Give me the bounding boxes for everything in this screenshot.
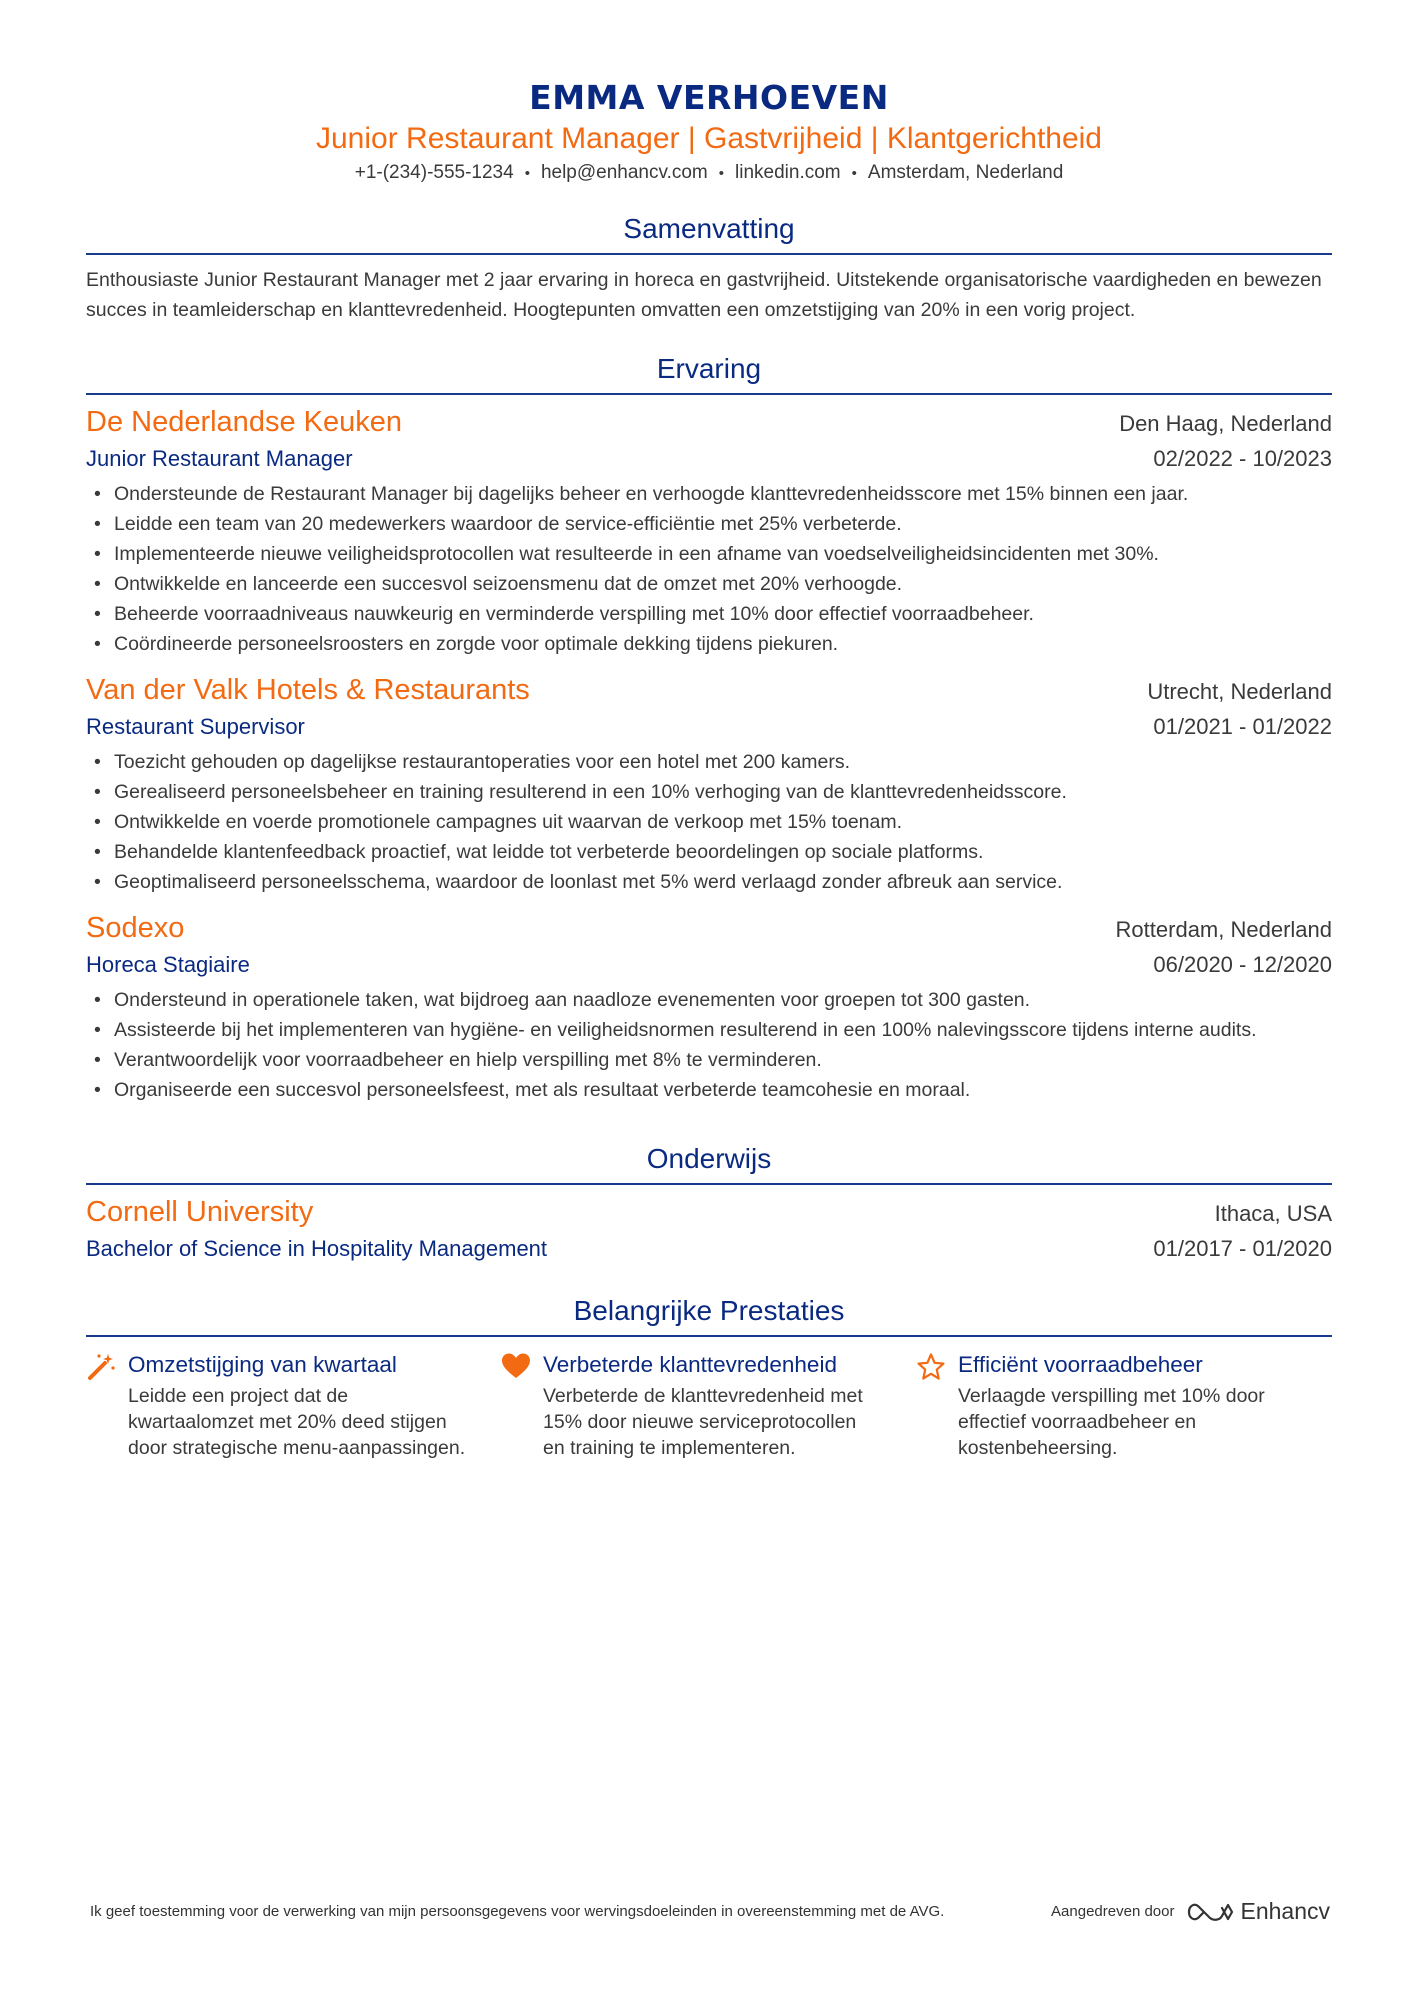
bullet-dot: •	[94, 603, 101, 625]
bullet-text: Geoptimaliseerd personeelsschema, waardoor de loonlast met 5% werd verlaagd zonder afbreuk aan service.	[114, 871, 1063, 893]
education-header-row	[86, 1193, 1332, 1233]
achievement-body	[958, 1349, 1298, 1461]
bullet-text: Verantwoordelijk voor voorraadbeheer en hielp verspilling met 8% te verminderen.	[114, 1049, 822, 1071]
job-header-row	[86, 671, 1332, 711]
bullet-dot: •	[94, 1019, 101, 1041]
candidate-title: Junior Restaurant Manager | Gastvrijheid | Klantgerichtheid	[316, 122, 1102, 155]
bullet-dot: •	[94, 543, 101, 565]
bullet-dot: •	[94, 751, 101, 773]
achievement-item	[86, 1349, 501, 1461]
separator-dot: •	[851, 165, 857, 182]
section-title-summary: Samenvatting	[86, 211, 1332, 255]
job-bullet	[86, 1075, 1332, 1105]
enhancv-brand: Enhancv	[1240, 1898, 1330, 1924]
job-bullet	[86, 747, 1332, 777]
job-bullet	[86, 599, 1332, 629]
heart-icon	[501, 1349, 543, 1461]
bullet-dot: •	[94, 1079, 101, 1101]
education-section	[86, 1141, 1332, 1265]
achievement-item	[916, 1349, 1331, 1461]
job-location: Rotterdam, Nederland	[1115, 917, 1332, 942]
education-degree: Bachelor of Science in Hospitality Management	[86, 1236, 548, 1261]
bullet-dot: •	[94, 871, 101, 893]
education-location: Ithaca, USA	[1214, 1201, 1332, 1226]
contact-linkedin: linkedin.com	[735, 162, 841, 183]
job-bullet	[86, 1015, 1332, 1045]
job-dates: 01/2021 - 01/2022	[1153, 714, 1332, 739]
education-dates: 01/2017 - 01/2020	[1153, 1236, 1332, 1261]
achievement-body	[543, 1349, 883, 1461]
magic-wand-icon	[86, 1349, 128, 1461]
job-bullet	[86, 569, 1332, 599]
job-role: Horeca Stagiaire	[86, 952, 250, 977]
job-bullets	[86, 479, 1332, 659]
enhancv-logo-icon	[1186, 1900, 1234, 1924]
bullet-dot: •	[94, 573, 101, 595]
bullet-text: Implementeerde nieuwe veiligheidsprotocollen wat resulteerde in een afname van voedselveiligheidsincidenten met 30%.	[114, 543, 1159, 565]
job-dates: 02/2022 - 10/2023	[1153, 446, 1332, 471]
job-header-row	[86, 909, 1332, 949]
bullet-text: Ontwikkelde en voerde promotionele campagnes uit waarvan de verkoop met 15% toenam.	[114, 811, 903, 833]
education-school: Cornell University	[86, 1196, 314, 1228]
summary-section	[86, 211, 1332, 325]
bullet-dot: •	[94, 811, 101, 833]
job-company: Van der Valk Hotels & Restaurants	[86, 674, 530, 706]
job-bullet	[86, 867, 1332, 897]
contact-location: Amsterdam, Nederland	[867, 162, 1064, 183]
job-bullet	[86, 629, 1332, 659]
achievement-description: Verlaagde verspilling met 10% door effectief voorraadbeheer en kostenbeheersing.	[958, 1385, 1265, 1459]
bullet-text: Ondersteunde de Restaurant Manager bij dagelijks beheer en verhoogde klanttevredenheidsscore met 15% binnen een jaar.	[114, 483, 1189, 505]
bullet-text: Beheerde voorraadniveaus nauwkeurig en verminderde verspilling met 10% door effectief voorraadbeheer.	[114, 603, 1034, 625]
section-title-experience: Ervaring	[86, 351, 1332, 395]
bullet-dot: •	[94, 483, 101, 505]
job-bullet	[86, 479, 1332, 509]
job-entry	[86, 403, 1332, 659]
job-bullets	[86, 985, 1332, 1105]
bullet-text: Organiseerde een succesvol personeelsfeest, met als resultaat verbeterde teamcohesie en moraal.	[114, 1079, 971, 1101]
job-company: De Nederlandse Keuken	[86, 406, 402, 438]
section-title-education: Onderwijs	[86, 1141, 1332, 1185]
education-entry	[86, 1193, 1332, 1265]
achievements-grid	[86, 1349, 1332, 1461]
job-role: Junior Restaurant Manager	[86, 446, 353, 471]
bullet-text: Ontwikkelde en lanceerde een succesvol seizoensmenu dat de omzet met 20% verhoogde.	[114, 573, 903, 595]
job-entry	[86, 909, 1332, 1105]
bullet-dot: •	[94, 1049, 101, 1071]
achievement-title: Efficiënt voorraadbeheer	[958, 1352, 1203, 1377]
job-bullet	[86, 1045, 1332, 1075]
achievement-body	[128, 1349, 468, 1461]
job-company: Sodexo	[86, 912, 185, 944]
job-bullet	[86, 777, 1332, 807]
job-bullet	[86, 807, 1332, 837]
bullet-dot: •	[94, 781, 101, 803]
resume-page	[86, 0, 1332, 1461]
contact-line	[86, 160, 1332, 187]
bullet-text: Leidde een team van 20 medewerkers waardoor de service-efficiëntie met 25% verbeterde.	[114, 513, 902, 535]
bullet-text: Toezicht gehouden op dagelijkse restaurantoperaties voor een hotel met 200 kamers.	[114, 751, 851, 773]
bullet-text: Coördineerde personeelsroosters en zorgde voor optimale dekking tijdens piekuren.	[114, 633, 839, 655]
page-footer	[90, 1898, 1330, 1925]
bullet-dot: •	[94, 633, 101, 655]
bullet-text: Behandelde klantenfeedback proactief, wat leidde tot verbeterde beoordelingen op sociale platforms.	[114, 841, 984, 863]
achievement-description: Leidde een project dat de kwartaalomzet met 20% deed stijgen door strategische menu-aanpassingen.	[128, 1385, 466, 1459]
achievement-title: Omzetstijging van kwartaal	[128, 1352, 397, 1377]
star-icon	[916, 1349, 958, 1461]
bullet-text: Gerealiseerd personeelsbeheer en training resulterend in een 10% verhoging van de klanttevredenheidsscore.	[114, 781, 1067, 803]
job-role-row	[86, 711, 1332, 743]
job-dates: 06/2020 - 12/2020	[1153, 952, 1332, 977]
experience-section	[86, 351, 1332, 1105]
job-location: Den Haag, Nederland	[1119, 411, 1332, 436]
section-title-achievements: Belangrijke Prestaties	[86, 1293, 1332, 1337]
powered-by-label: Aangedreven door	[1051, 1903, 1175, 1920]
achievements-section	[86, 1293, 1332, 1461]
achievement-title: Verbeterde klanttevredenheid	[543, 1352, 837, 1377]
bullet-dot: •	[94, 841, 101, 863]
job-bullet	[86, 539, 1332, 569]
job-bullets	[86, 747, 1332, 897]
job-bullet	[86, 985, 1332, 1015]
job-role-row	[86, 949, 1332, 981]
resume-header	[86, 0, 1332, 187]
achievement-description: Verbeterde de klanttevredenheid met 15% door nieuwe serviceprotocollen en training te implementeren.	[543, 1385, 863, 1459]
achievement-item	[501, 1349, 916, 1461]
job-entry	[86, 671, 1332, 897]
job-bullet	[86, 837, 1332, 867]
job-header-row	[86, 403, 1332, 443]
summary-text: Enthousiaste Junior Restaurant Manager met 2 jaar ervaring in horeca en gastvrijheid. Uitstekende organisatorische vaardigheden en bewezen succes in teamleiderschap en klanttevredenheid. Hoogtepunten omvatten een omzetstijging van 20% in een vorig project.	[86, 269, 1322, 321]
bullet-text: Assisteerde bij het implementeren van hygiëne- en veiligheidsnormen resulterend in een 100% nalevingsscore tijdens interne audits.	[114, 1019, 1257, 1041]
job-bullet	[86, 509, 1332, 539]
job-role-row	[86, 443, 1332, 475]
education-degree-row	[86, 1233, 1332, 1265]
powered-by	[1051, 1898, 1330, 1925]
job-location: Utrecht, Nederland	[1147, 679, 1332, 704]
separator-dot: •	[718, 165, 725, 182]
gdpr-consent-text: Ik geef toestemming voor de verwerking van mijn persoonsgegevens voor wervingsdoeleinden in overeenstemming met de AVG.	[90, 1902, 945, 1920]
job-role: Restaurant Supervisor	[86, 714, 305, 739]
bullet-text: Ondersteund in operationele taken, wat bijdroeg aan naadloze evenementen voor groepen tot 300 gasten.	[114, 989, 1031, 1011]
candidate-name: EMMA VERHOEVEN	[529, 78, 889, 117]
bullet-dot: •	[94, 989, 101, 1011]
separator-dot: •	[524, 165, 530, 182]
bullet-dot: •	[94, 513, 101, 535]
contact-phone: +1-(234)-555-1234	[354, 162, 514, 183]
contact-email: help@enhancv.com	[540, 162, 708, 183]
